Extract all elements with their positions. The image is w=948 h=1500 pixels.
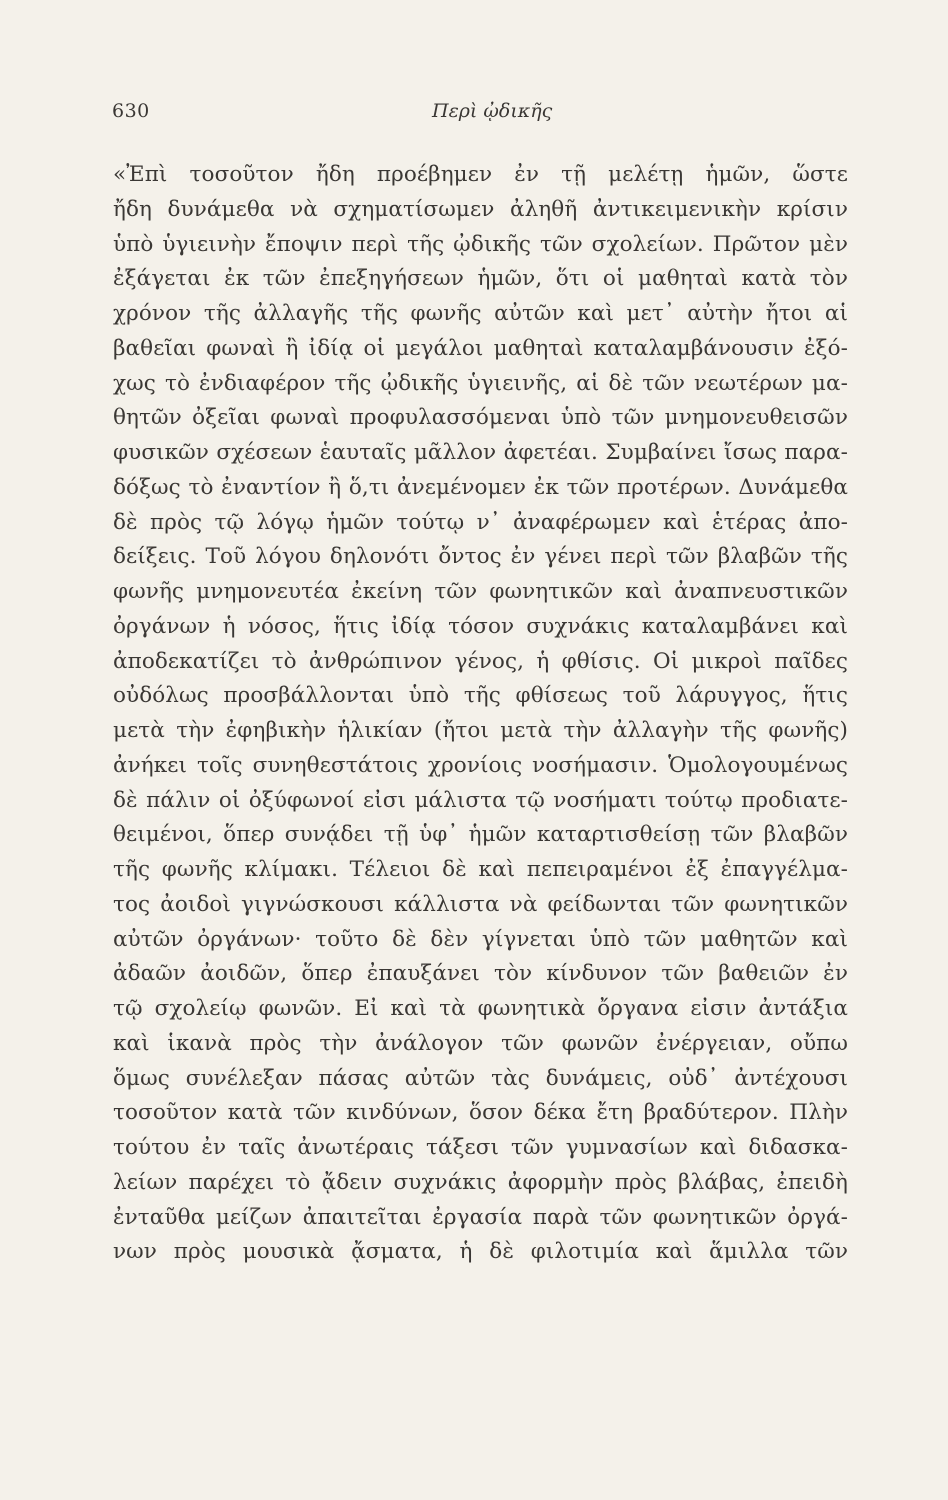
- text-line: δόξως τὸ ἐναντίον ἢ ὅ,τι ἀνεμένομεν ἐκ τῶν προτέρων. Δυνάμεθα: [113, 474, 848, 500]
- running-title: Περὶ ᾠδικῆς: [432, 100, 553, 122]
- text-line: ἤδη δυνάμεθα νὰ σχηματίσωμεν ἀληθῆ ἀντικειμενικὴν κρίσιν: [113, 196, 848, 222]
- text-line: ὑπὸ ὑγιεινὴν ἔποψιν περὶ τῆς ᾠδικῆς τῶν σχολείων. Πρῶτον μὲν: [113, 231, 848, 257]
- text-line: δείξεις. Τοῦ λόγου δηλονότι ὄντος ἐν γένει περὶ τῶν βλαβῶν τῆς: [113, 544, 848, 570]
- text-line: χως τὸ ἐνδιαφέρον τῆς ᾠδικῆς ὑγιεινῆς, αἱ δὲ τῶν νεωτέρων μα-: [113, 370, 848, 396]
- text-line: νων πρὸς μουσικὰ ᾄσματα, ἡ δὲ φιλοτιμία καὶ ἅμιλλα τῶν: [113, 1239, 848, 1265]
- text-line: βαθεῖαι φωναὶ ἢ ἰδίᾳ οἱ μεγάλοι μαθηταὶ καταλαμβάνουσιν ἐξό-: [113, 335, 848, 361]
- text-line: ὀργάνων ἡ νόσος, ἥτις ἰδίᾳ τόσον συχνάκις καταλαμβάνει καὶ: [113, 613, 848, 639]
- text-line: τῆς φωνῆς κλίμακι. Τέλειοι δὲ καὶ πεπειραμένοι ἐξ ἐπαγγέλμα-: [113, 857, 848, 882]
- text-line: ἐξάγεται ἐκ τῶν ἐπεξηγήσεων ἡμῶν, ὅτι οἱ μαθηταὶ κατὰ τὸν: [113, 266, 848, 292]
- text-line: μετὰ τὴν ἐφηβικὴν ἡλικίαν (ἤτοι μετὰ τὴν ἀλλαγὴν τῆς φωνῆς): [113, 718, 848, 743]
- text-line: φυσικῶν σχέσεων ἑαυταῖς μᾶλλον ἀφετέαι. Συμβαίνει ἴσως παρα-: [113, 440, 848, 465]
- text-line: φωνῆς μνημονευτέα ἐκείνη τῶν φωνητικῶν καὶ ἀναπνευστικῶν: [113, 579, 848, 604]
- page-number: 630: [112, 100, 150, 122]
- text-line: τοσοῦτον κατὰ τῶν κινδύνων, ὅσον δέκα ἔτη βραδύτερον. Πλὴν: [113, 1100, 848, 1126]
- text-line: τῷ σχολείῳ φωνῶν. Εἰ καὶ τὰ φωνητικὰ ὄργανα εἰσιν ἀντάξια: [113, 996, 848, 1021]
- text-line: ἐνταῦθα μείζων ἀπαιτεῖται ἐργασία παρὰ τῶν φωνητικῶν ὀργά-: [113, 1204, 848, 1230]
- text-line: ἀδαῶν ἀοιδῶν, ὅπερ ἐπαυξάνει τὸν κίνδυνον τῶν βαθειῶν ἐν: [113, 961, 848, 987]
- text-line: δὲ πάλιν οἱ ὀξύφωνοί εἰσι μάλιστα τῷ νοσήματι τούτῳ προδιατε-: [113, 787, 848, 813]
- text-line: οὐδόλως προσβάλλονται ὑπὸ τῆς φθίσεως τοῦ λάρυγγος, ἥτις: [113, 683, 848, 709]
- text-line: τούτου ἐν ταῖς ἀνωτέραις τάξεσι τῶν γυμνασίων καὶ διδασκα-: [113, 1135, 848, 1160]
- text-line: χρόνον τῆς ἀλλαγῆς τῆς φωνῆς αὐτῶν καὶ μετ᾽ αὐτὴν ἤτοι αἱ: [113, 301, 848, 326]
- text-line: λείων παρέχει τὸ ᾄδειν συχνάκις ἀφορμὴν πρὸς βλάβας, ἐπειδὴ: [113, 1169, 848, 1195]
- text-line: ὅμως συνέλεξαν πάσας αὐτῶν τὰς δυνάμεις, οὐδ᾽ ἀντέχουσι: [113, 1065, 848, 1091]
- text-line: αὐτῶν ὀργάνων· τοῦτο δὲ δὲν γίγνεται ὑπὸ τῶν μαθητῶν καὶ: [113, 926, 848, 952]
- text-line: καὶ ἱκανὰ πρὸς τὴν ἀνάλογον τῶν φωνῶν ἐνέργειαν, οὔπω: [113, 1030, 848, 1056]
- body-text: [113, 158, 848, 1270]
- text-line: ἀποδεκατίζει τὸ ἀνθρώπινον γένος, ἡ φθίσις. Οἱ μικροὶ παῖδες: [113, 648, 848, 674]
- text-line: θειμένοι, ὅπερ συνᾴδει τῇ ὑφ᾽ ἡμῶν καταρτισθείσῃ τῶν βλαβῶν: [113, 822, 848, 848]
- text-line: ἀνήκει τοῖς συνηθεστάτοις χρονίοις νοσήμασιν. Ὁμολογουμένως: [113, 752, 848, 778]
- running-head: [112, 100, 844, 130]
- text-line: «Ἐπὶ τοσοῦτον ἤδη προέβημεν ἐν τῇ μελέτῃ ἡμῶν, ὥστε: [113, 162, 848, 187]
- text-line: τος ἀοιδοὶ γιγνώσκουσι κάλλιστα νὰ φείδωνται τῶν φωνητικῶν: [113, 891, 848, 917]
- text-line: θητῶν ὀξεῖαι φωναὶ προφυλασσόμεναι ὑπὸ τῶν μνημονευθεισῶν: [113, 405, 848, 431]
- text-line: δὲ πρὸς τῷ λόγῳ ἡμῶν τούτῳ ν᾽ ἀναφέρωμεν καὶ ἑτέρας ἀπο-: [113, 509, 848, 535]
